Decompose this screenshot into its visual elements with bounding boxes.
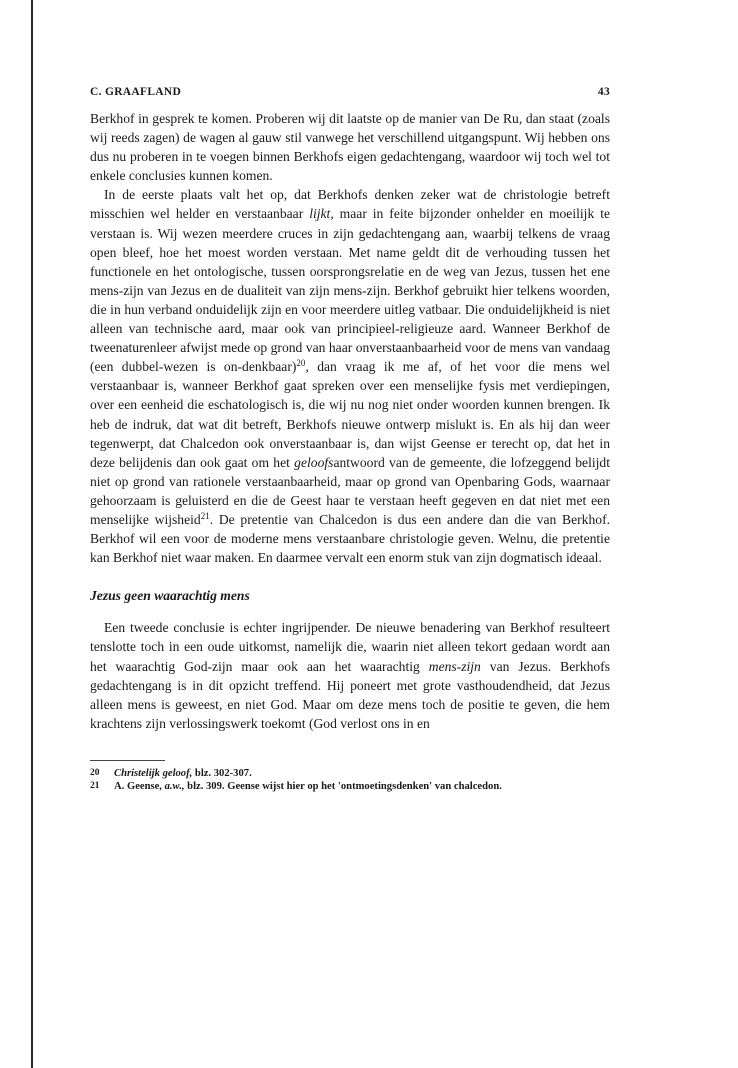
body-text [90, 109, 610, 733]
footnote-21 [90, 780, 610, 794]
book-page [90, 86, 610, 794]
running-head [90, 86, 610, 98]
footnote-ref-20[interactable]: 20 [296, 358, 306, 369]
paragraph-3-text-a: Een tweede conclusie is echter ingrijpender. De nieuwe benadering van Berkhof resulteert tenslotte toch in een oude uitkomst, namelijk die, waarin niet alleen tekort gedaan wordt aan het waarachtig God-zijn maar ook aan het waarachtig [90, 620, 610, 674]
paragraph-1-text: Berkhof in gesprek te komen. Proberen wij dit laatste op de manier van De Ru, dan staat (zoals wij reeds zagen) de wagen al gauw stil vanwege het verschillend uitgangspunt. Wij hebben ons dus nu proberen in te voegen binnen Berkhofs eigen gedachtengang, waardoor wij toch wel tot enkele conclusies kunnen komen. [90, 111, 610, 184]
footnote-ref-21[interactable]: 21 [200, 510, 210, 521]
emphasis-lijkt: lijkt, [309, 206, 334, 222]
footnote-number-21: 21 [90, 781, 100, 792]
footnote-21-lead: A. Geense, [114, 781, 165, 793]
scan-edge-line [31, 0, 33, 1068]
paragraph-1 [90, 109, 610, 185]
paragraph-2-text-d: , dan vraag ik me af, of het voor die mens wel verstaanbaar is, wanneer Berkhof gaat spreken over een menselijke fysis met verdiepingen, over een eenheid die eschatologisch is, die wij nu nog niet onder woorden kunnen brengen. Ik heb de indruk, dat wat dit betreft, Berkhofs nieuwe ontwerp mislukt is. En als hij dan weer tegenwerpt, dat Chalcedon ook onverstaanbaar is, dan wijst Geense er terecht op, dat het in deze belijdenis dan ook gaat om het [90, 359, 611, 470]
footnotes [90, 752, 610, 794]
page-number: 43 [597, 86, 610, 98]
footnote-21-rest: blz. 309. Geense wijst hier op het 'ontmoetingsdenken' van chalcedon. [184, 781, 502, 793]
footnote-text-21 [114, 780, 610, 794]
paragraph-2 [90, 185, 610, 567]
footnote-text-20 [114, 767, 610, 781]
paragraph-3 [90, 618, 610, 733]
paragraph-3-text-c: van Jezus. Berkhofs gedachtengang is in dit opzicht treffend. Hij poneert met grote vasthoudendheid, dat Jezus alleen mens is geweest, en niet God. Maar om deze mens toch de positie te geven, die hem krachtens zijn verlossingswerk toekomt (God verlost ons in en [90, 658, 610, 731]
emphasis-geloofs: geloofs [294, 454, 334, 470]
author-header: C. GRAAFLAND [90, 86, 182, 98]
paragraph-2-text-a: In de eerste plaats valt het op, dat Berkhofs denken zeker wat de christologie betreft misschien wel helder en verstaanbaar [90, 187, 610, 222]
footnote-number-20: 20 [90, 767, 100, 778]
emphasis-mens-zijn: mens-zijn [428, 658, 481, 674]
footnote-20-title: Christelijk geloof, [114, 767, 193, 779]
footnote-rule [90, 760, 165, 761]
paragraph-2-text-g: . De pretentie van Chalcedon is dus een andere dan die van Berkhof. Berkhof wil een voor de moderne mens verstaanbare christologie geven. Welnu, die pretentie kan Berkhof niet waar maken. En daarmee vervalt een enorm stuk van zijn dogmatisch ideaal. [90, 511, 610, 566]
section-heading: Jezus geen waarachtig mens [90, 588, 250, 604]
paragraph-2-text-f: antwoord van de gemeente, die lofzeggend belijdt niet op grond van rationele verstaanbaarheid, maar op grond van Openbaring Gods, waarnaar gehoorzaam is geluisterd en die de Geest haar te verstaan heeft gegeven en dat niet met een menselijke wijsheid [90, 454, 610, 527]
paragraph-2-text-c: maar in feite bijzonder onhelder en moeilijk te verstaan is. Wij wezen meerdere cruces in zijn gedachtengang aan, waarbij telkens de vraag open bleef, hoe het moest worden verstaan. Met name geldt dit de verhouding tussen het functionele en het ontologische, tussen oorsprongsrelatie en de weg van Jezus, tussen het ene mens-zijn van Jezus en de dualiteit van zijn mens-zijn. Berkhof gebruikt hier telkens woorden, die in hun verband onduidelijk zijn en voor meerdere uitleg vatbaar. Die onduidelijkheid is niet alleen van technische aard, maar ook van principieel-religieuze aard. Wanneer Berkhof de tweenaturenleer afwijst mede op grond van haar onverstaanbaarheid voor de mens van vandaag (een dubbel-wezen is on-denkbaar) [90, 206, 610, 375]
footnote-21-aw: a.w., [164, 781, 185, 793]
footnote-20-rest: blz. 302-307. [192, 767, 252, 779]
footnote-20 [90, 767, 610, 781]
